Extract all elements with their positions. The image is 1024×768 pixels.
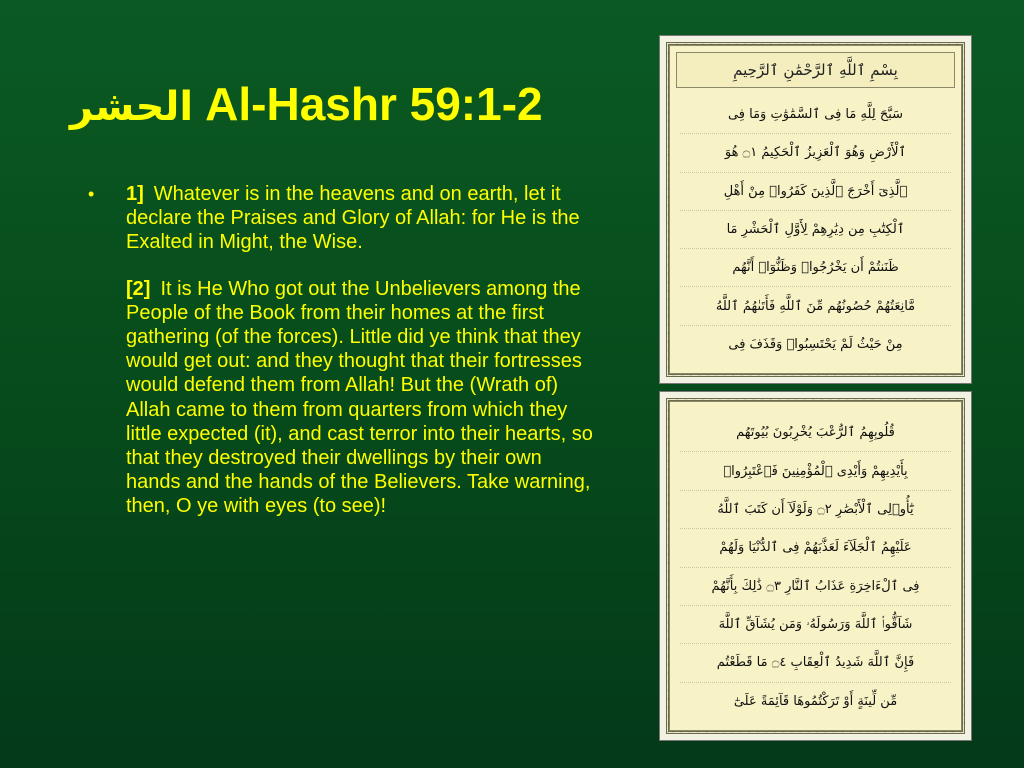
quran-page-image-1 <box>659 35 972 384</box>
arabic-line: بِأَيْدِيهِمْ وَأَيْدِى ٱلْمُؤْمِنِينَ فَٱعْتَبِرُوا۟ <box>680 452 951 490</box>
arabic-line: فَإِنَّ ٱللَّهَ شَدِيدُ ٱلْعِقَابِ ۝٤ مَا قَطَعْتُم <box>680 644 951 682</box>
arabic-line: شَآقُّوا۟ ٱللَّهَ وَرَسُولَهُۥ وَمَن يُشَآقِّ ٱللَّهَ <box>680 606 951 644</box>
slide-title <box>70 74 630 137</box>
page-1-lines <box>680 96 951 363</box>
arabic-line: مِنْ حَيْثُ لَمْ يَحْتَسِبُوا۟ وَقَذَفَ فِى <box>728 336 903 352</box>
arabic-line: سَبَّحَ لِلَّهِ مَا فِى ٱلسَّمَٰوَٰتِ وَمَا فِى <box>680 96 951 134</box>
arabic-line: مِّن لِّينَةٍ أَوْ تَرَكْتُمُوهَا قَآئِمَةً عَلَىٰٓ <box>733 693 898 709</box>
verse-1 <box>126 182 593 255</box>
verse-2 <box>126 277 593 519</box>
arabic-line: ظَنَنتُمْ أَن يَخْرُجُوا۟ وَظَنُّوٓا۟ أَنَّهُم <box>680 249 951 287</box>
verse-2-text: It is He Who got out the Unbelievers among the People of the Book from their homes at the first gathering (of the forces). Little did ye think that they would get out: and they thought that their fortresses would defend them from Allah! But the (Wrath of) Allah came to them from quarters from which they little expected (it), and cast terror into their hearts, so that they destroyed their dwellings by their own hands and the hands of the Believers. Take warning, then, O ye with eyes (to see)! <box>126 277 593 518</box>
arabic-line: ٱلْأَرْضِ وَهُوَ ٱلْعَزِيزُ ٱلْحَكِيمُ ۝١ هُوَ <box>680 134 951 172</box>
arabic-line: ٱلْكِتَٰبِ مِن دِيَٰرِهِمْ لِأَوَّلِ ٱلْحَشْرِ مَا <box>680 211 951 249</box>
verse-text-block <box>88 182 593 519</box>
bullet-icon: • <box>88 184 95 204</box>
page-1-text-area <box>669 45 962 374</box>
arabic-line: فِى ٱلْءَاخِرَةِ عَذَابُ ٱلنَّارِ ۝٣ ذَٰلِكَ بِأَنَّهُمْ <box>680 568 951 606</box>
arabic-line: مَّانِعَتُهُمْ حُصُونُهُم مِّنَ ٱللَّهِ فَأَتَىٰهُمُ ٱللَّهُ <box>680 287 951 325</box>
bullet-content <box>126 182 593 519</box>
bullet-item <box>88 182 593 519</box>
quran-page-image-2 <box>659 391 972 741</box>
title-arabic: الحشر <box>70 84 194 130</box>
page-2-text-area <box>669 401 962 731</box>
verse-1-number: 1] <box>126 183 144 205</box>
title-english: Al-Hashr 59:1-2 <box>205 78 543 130</box>
basmala-header: بِسْمِ ٱللَّهِ ٱلرَّحْمَٰنِ ٱلرَّحِيمِ <box>676 52 955 88</box>
arabic-line: عَلَيْهِمُ ٱلْجَلَآءَ لَعَذَّبَهُمْ فِى ٱلدُّنْيَا وَلَهُمْ <box>680 529 951 567</box>
verse-2-number: [2] <box>126 277 151 300</box>
verse-1-text: Whatever is in the heavens and on earth, let it declare the Praises and Glory of Allah: for He is the Exalted in Might, the Wise. <box>126 183 580 254</box>
page-2-lines <box>680 414 951 720</box>
arabic-line: ٱلَّذِىٓ أَخْرَجَ ٱلَّذِينَ كَفَرُوا۟ مِنْ أَهْلِ <box>680 173 951 211</box>
arabic-line: يَٰٓأُو۟لِى ٱلْأَبْصَٰرِ ۝٢ وَلَوْلَآ أَن كَتَبَ ٱللَّهُ <box>680 491 951 529</box>
arabic-line: قُلُوبِهِمُ ٱلرُّعْبَ يُخْرِبُونَ بُيُوتَهُم <box>680 414 951 452</box>
